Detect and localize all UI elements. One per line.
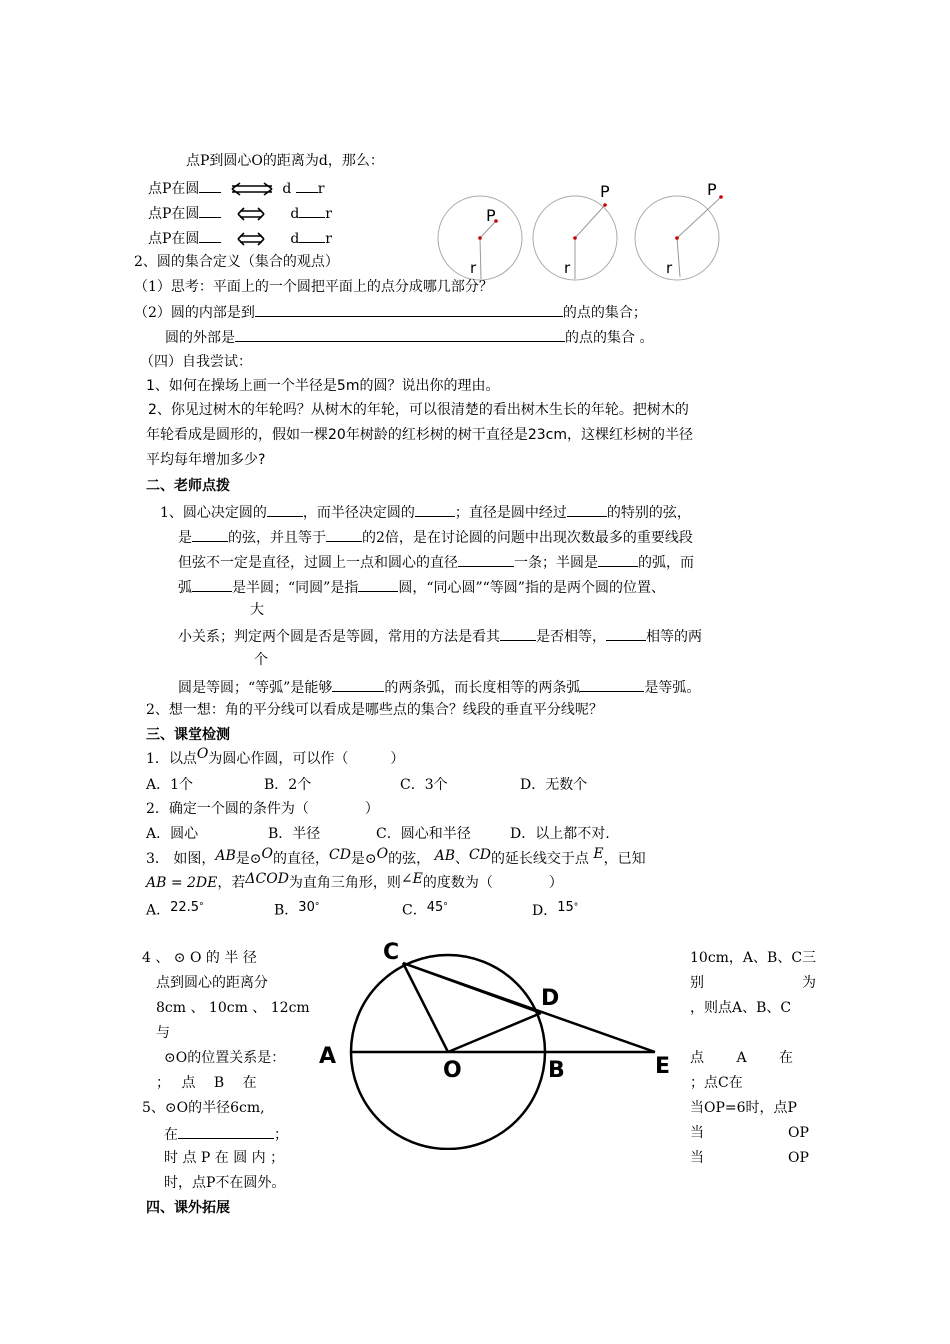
d-label: d <box>282 181 292 197</box>
option-d[interactable]: D．无数个 <box>520 777 588 793</box>
self-try-title: （四）自我尝试： <box>140 354 252 370</box>
teacher-line-8 <box>178 677 700 697</box>
symbol-o: O <box>261 846 273 862</box>
label-a: A <box>319 1044 337 1069</box>
answer-blank[interactable] <box>192 577 232 592</box>
text: 的延长线交于点 <box>490 851 589 867</box>
q4-right-line: 10cm，A、B、C三 <box>690 950 817 966</box>
q4-right-line: 点 A 在 <box>690 1050 794 1066</box>
label-c: C <box>383 940 400 965</box>
option-a[interactable]: A．1个 <box>146 777 194 793</box>
position-row-3 <box>148 228 332 248</box>
text: ，若 <box>217 875 246 891</box>
q4-left-line: 与 <box>156 1025 170 1041</box>
answer-blank[interactable] <box>199 203 221 218</box>
answer-blank[interactable] <box>598 552 638 567</box>
option-d[interactable]: D．以上都不对. <box>510 826 610 842</box>
text: 的度数为（ ） <box>422 875 563 891</box>
set-question-3 <box>165 327 653 347</box>
teacher-line-9: 2、想一想：角的平分线可以看成是哪些点的集合？线段的垂直平分线呢？ <box>146 702 603 718</box>
q5-right-line: 当 OP <box>690 1150 809 1166</box>
r-label: r <box>325 206 332 222</box>
self-try-q2-line3: 平均每年增加多少? <box>146 452 266 468</box>
answer-blank[interactable] <box>299 203 325 218</box>
circle-on <box>533 182 617 280</box>
r-label: r <box>317 181 325 197</box>
text: 小关系；判定两个圆是否是等圆，常用的方法是看其 <box>178 629 500 645</box>
symbol-ab: AB <box>434 848 455 864</box>
three-circles-figure <box>430 175 740 290</box>
option-b[interactable] <box>274 898 402 921</box>
check-q3-line2 <box>146 871 563 892</box>
answer-blank[interactable] <box>199 228 221 243</box>
q5-left-line: 在 ； <box>164 1124 288 1144</box>
text: 1、圆心决定圆的 <box>160 505 267 521</box>
option-b[interactable]: B．半径 <box>268 826 321 842</box>
answer-blank[interactable] <box>415 502 455 517</box>
equation-ab-2de: AB = 2DE <box>146 875 218 891</box>
q4-left-line: ； 点 B 在 <box>156 1075 257 1091</box>
q5-left-line: 时，点P不在圆外。 <box>164 1175 286 1191</box>
position-row-2 <box>148 203 332 223</box>
text: 为圆心作圆，可以作（ ） <box>208 751 405 767</box>
teacher-line-6 <box>178 626 702 646</box>
teacher-line-5: 大 <box>250 602 264 618</box>
value: 22.5 <box>170 899 200 915</box>
label-d: D <box>541 986 560 1011</box>
self-try-q1: 1、如何在操场上画一个半径是5m的圆？说出你的理由。 <box>146 378 500 394</box>
text: 是⊙ <box>350 851 377 867</box>
teacher-line-2 <box>178 527 693 547</box>
q2-prefix: （2）圆的内部是到 <box>134 305 255 321</box>
text: 是⊙ <box>235 851 262 867</box>
answer-blank[interactable] <box>299 228 325 243</box>
set-question-1: （1）思考：平面上的一个圆把平面上的点分成哪几部分？ <box>134 279 493 295</box>
teacher-line-3 <box>178 552 694 572</box>
text: 的弧，而 <box>638 555 694 571</box>
q4-left-line: 8cm 、 10cm 、 12cm <box>156 1000 310 1016</box>
q4-right-line: ；点C在 <box>690 1075 743 1091</box>
text: 的弦，并且等于 <box>228 530 326 546</box>
degree: ° <box>314 902 320 912</box>
circle-inside <box>438 196 522 280</box>
check-q3-line1 <box>146 846 646 868</box>
text: 的直径， <box>272 851 329 867</box>
check-q2-options <box>146 825 610 843</box>
symbol-cd: CD <box>469 847 491 863</box>
answer-blank[interactable] <box>500 626 536 641</box>
circle-outside <box>635 180 723 280</box>
answer-blank[interactable] <box>199 178 221 193</box>
position-row-1 <box>148 178 324 198</box>
text: 但弦不一定是直径，过圆上一点和圆心的直径 <box>178 555 458 571</box>
circle-diagram <box>315 935 685 1150</box>
teacher-line-1 <box>160 502 691 522</box>
label: A． <box>146 902 171 919</box>
answer-blank[interactable] <box>580 677 644 692</box>
text: 的两条弧，而长度相等的两条弧 <box>384 680 581 696</box>
answer-blank[interactable] <box>326 527 362 542</box>
segment-od <box>448 1013 541 1052</box>
text: 弧 <box>178 580 192 596</box>
text: 圆是等圆；“等弧”是能够 <box>178 680 333 696</box>
teacher-title: 二、老师点拨 <box>146 478 230 494</box>
extension-title: 四、课外拓展 <box>146 1200 230 1216</box>
text: ，已知 <box>603 851 646 867</box>
text: 1．以点 <box>146 751 197 767</box>
value: 15 <box>557 899 574 915</box>
self-try-q2-line2: 年轮看成是圆形的，假如一棵20年树龄的红杉树的树干直径是23cm，这棵红杉树的半径 <box>146 427 693 443</box>
option-a[interactable]: A．圆心 <box>146 826 199 842</box>
label-p: P <box>600 182 610 201</box>
text: 的弦， <box>388 851 431 867</box>
text: 相等的两 <box>646 629 702 645</box>
symbol-angle-e: ∠E <box>400 871 423 887</box>
label-o: O <box>443 1058 462 1083</box>
option-c[interactable] <box>402 898 532 921</box>
symbol-cd: CD <box>328 847 351 863</box>
d-label: d <box>290 231 300 247</box>
self-try-q2-line1: 2、你见过树木的年轮吗？从树木的年轮，可以很清楚的看出树木生长的年轮。把树木的 <box>148 402 689 418</box>
option-d[interactable] <box>532 899 579 919</box>
teacher-line-4 <box>178 577 665 597</box>
answer-blank[interactable] <box>332 677 384 692</box>
text: 是等弧。 <box>644 680 701 696</box>
text: 为直角三角形，则 <box>288 875 401 891</box>
answer-blank[interactable] <box>267 502 303 517</box>
symbol-e: E <box>593 846 604 862</box>
label-e: E <box>655 1054 671 1079</box>
q3-prefix: 圆的外部是 <box>165 330 235 346</box>
degree: ° <box>573 902 579 912</box>
check-title: 三、课堂检测 <box>146 727 230 743</box>
check-q1 <box>146 746 405 768</box>
value: 30 <box>298 899 315 915</box>
answer-blank[interactable] <box>255 302 563 317</box>
answer-blank[interactable] <box>606 626 646 641</box>
set-definition-title: 2、圆的集合定义（集合的观点） <box>134 254 339 270</box>
answer-blank[interactable] <box>358 577 398 592</box>
symbol-ab: AB <box>215 848 236 864</box>
option-c[interactable]: C．圆心和半径 <box>376 826 471 842</box>
text: 3． 如图， <box>146 851 216 867</box>
q4-right-line: 别 为 <box>690 975 816 991</box>
symbol-o: O <box>376 846 389 862</box>
option-c[interactable]: C．3个 <box>400 777 448 793</box>
r-label: r <box>325 231 332 247</box>
q5-left-line: 时 点 P 在 圆 内 ； <box>164 1150 285 1166</box>
option-b[interactable]: B．2个 <box>264 777 312 793</box>
answer-blank[interactable] <box>192 527 228 542</box>
q4-left-line: 4 、 ⊙ O 的 半 径 <box>142 950 257 966</box>
q5-left-line: 5、⊙O的半径6cm, <box>142 1100 265 1116</box>
symbol-triangle-cod: ΔCOD <box>245 871 289 887</box>
label: C． <box>402 902 427 919</box>
check-q1-options <box>146 776 587 794</box>
text: 是半圆；“同圆”是指 <box>232 580 359 596</box>
row-label: 点P在圆 <box>148 181 200 197</box>
degree: ° <box>199 902 204 912</box>
check-q2: 2．确定一个圆的条件为（ ） <box>146 801 379 817</box>
check-q3-options <box>146 898 578 921</box>
row-label: 点P在圆 <box>148 206 200 222</box>
position-intro: 点P到圆心O的距离为d，那么： <box>186 153 384 169</box>
text: 的2倍，是在讨论圆的问题中出现次数最多的重要线段 <box>362 530 693 546</box>
label-r: r <box>666 259 673 277</box>
q4-left-line: ⊙O的位置关系是： <box>164 1050 286 1066</box>
label-p: P <box>707 180 717 199</box>
double-arrow-icon <box>230 182 274 196</box>
q5-right-line: 当 OP <box>690 1125 809 1141</box>
label-b: B <box>548 1058 565 1083</box>
double-arrow-icon <box>236 232 266 246</box>
label: B． <box>274 902 299 919</box>
value: 45 <box>426 899 444 915</box>
answer-blank[interactable] <box>178 1124 274 1139</box>
answer-blank[interactable] <box>235 327 565 342</box>
text: 一条；半圆是 <box>514 555 598 571</box>
q5-right-line: 当OP=6时，点P <box>690 1100 797 1116</box>
label: D． <box>532 902 558 919</box>
text: 、 <box>455 851 469 867</box>
text: 的特别的弦， <box>606 505 691 521</box>
teacher-line-7: 个 <box>254 652 268 668</box>
q3-suffix: 的点的集合 。 <box>565 330 654 346</box>
option-a[interactable] <box>146 898 274 921</box>
double-arrow-icon <box>236 207 266 221</box>
label-r: r <box>564 259 571 277</box>
set-question-2 <box>134 302 647 322</box>
text: 是否相等， <box>536 629 606 645</box>
symbol-o: O <box>196 746 209 762</box>
text: 是 <box>178 530 192 546</box>
q4-right-line: ，则点A、B、C <box>690 1000 792 1016</box>
text: 圆，“同心圆”“等圆”指的是两个圆的位置、 <box>398 580 665 596</box>
answer-blank[interactable] <box>458 552 514 567</box>
d-label: d <box>290 206 300 222</box>
row-label: 点P在圆 <box>148 231 200 247</box>
label-r: r <box>470 259 477 277</box>
degree: ° <box>443 902 448 912</box>
text: ；直径是圆中经过 <box>454 505 567 521</box>
text: ，而半径决定圆的 <box>302 505 415 521</box>
text: 在 <box>164 1127 178 1143</box>
answer-blank[interactable] <box>567 502 607 517</box>
answer-blank[interactable] <box>296 178 318 193</box>
q2-suffix: 的点的集合； <box>562 305 647 321</box>
q4-left-line: 点到圆心的距离分 <box>156 975 268 991</box>
label-p: P <box>486 206 496 225</box>
